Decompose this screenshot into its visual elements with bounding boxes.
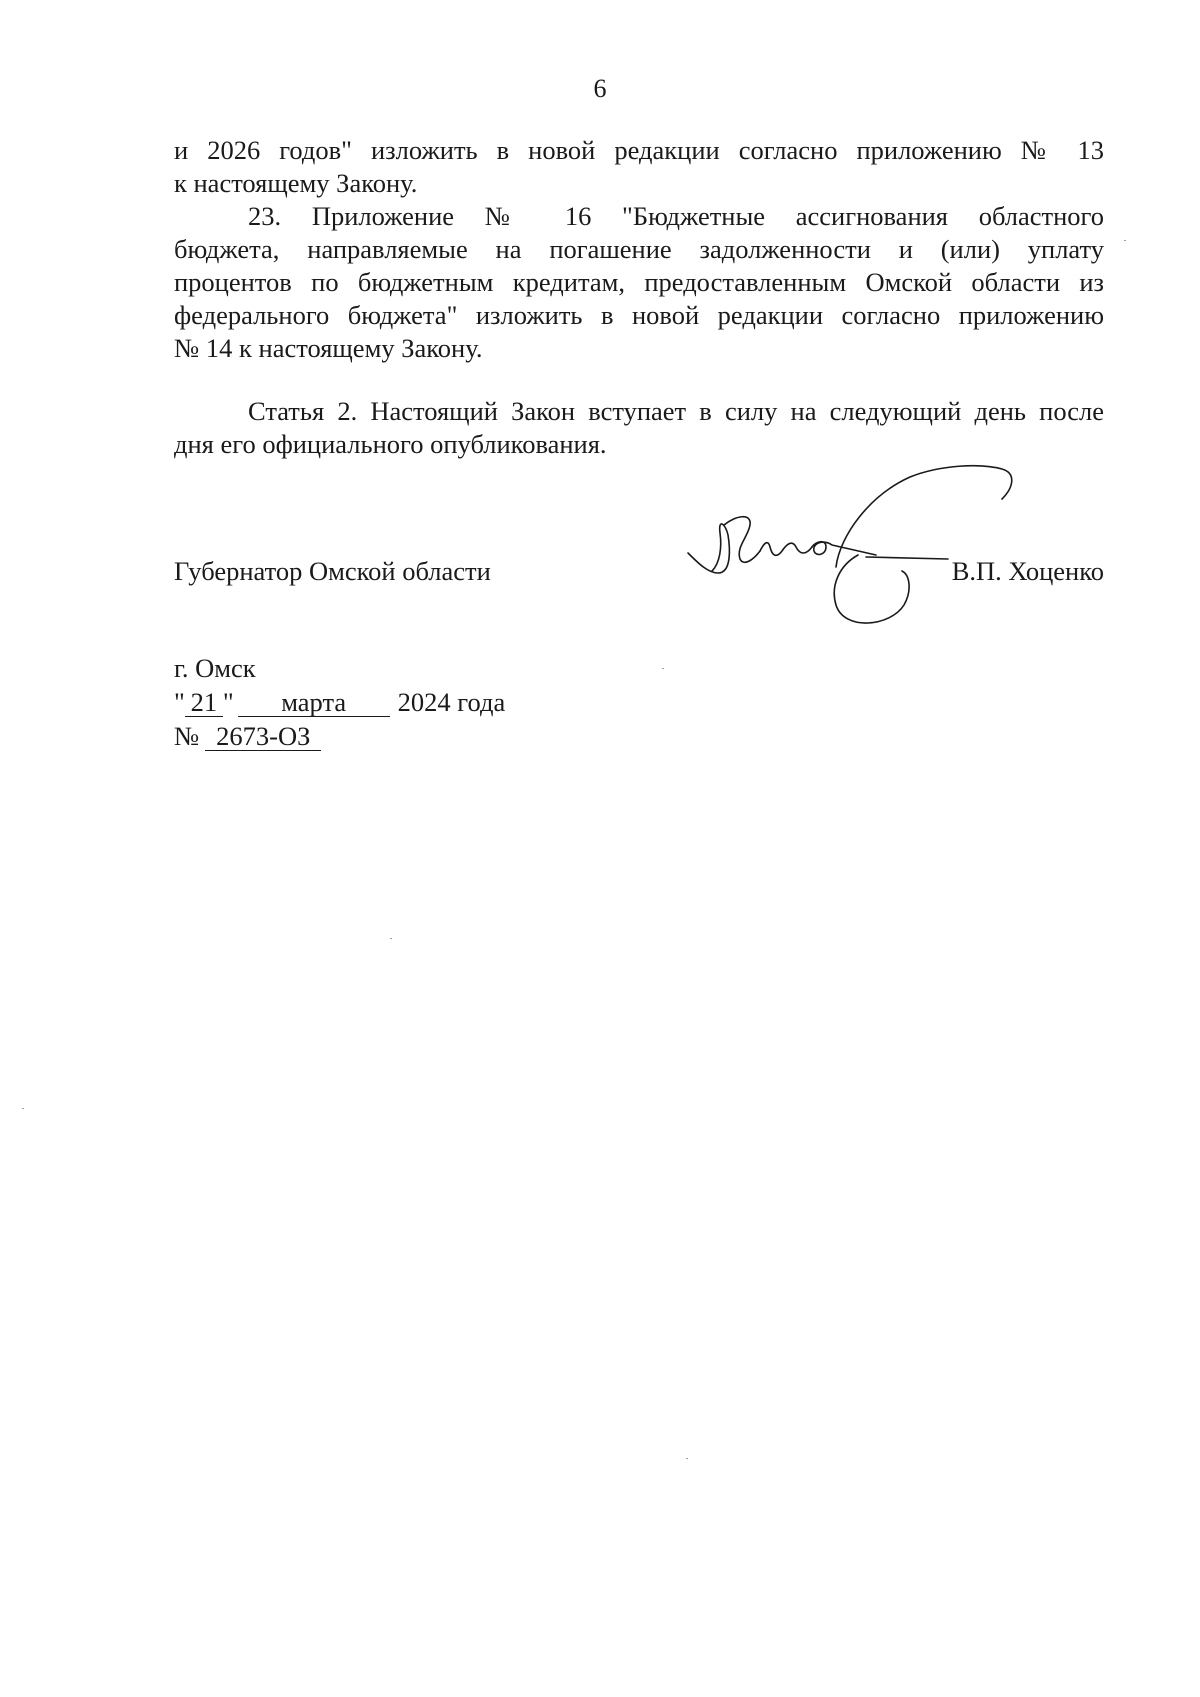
text-line: федерального бюджета" изложить в новой редакции согласно приложению [174,300,1104,330]
scan-speck [22,1108,24,1109]
text-line: и 2026 годов" изложить в новой редакции согласно приложению № 13 [174,135,1104,165]
governor-name: В.П. Хоценко [951,556,1104,586]
text-line: бюджета, направляемые на погашение задолженности и (или) уплату [174,234,1104,264]
governor-title: Губернатор Омской области [174,556,491,586]
scan-speck [390,938,392,939]
scan-speck [662,668,664,669]
scan-speck [1124,240,1126,241]
date-year: 2024 года [397,687,506,717]
text-line: дня его официального опубликования. [174,429,607,459]
scan-speck [686,1458,688,1459]
date-open-quote: " [174,687,185,717]
text-line: № 14 к настоящему Закону. [174,333,483,363]
date-close-quote: " [222,687,234,717]
text-line: 23. Приложение № 16 "Бюджетные ассигнования областного [248,201,1104,231]
handwritten-signature [680,455,1040,630]
date-day: 21 [185,688,223,717]
text-line: к настоящему Закону. [174,168,418,198]
document-number-line [174,720,321,753]
place-label: г. Омск [174,653,256,683]
document-number: 2673-ОЗ [205,722,321,751]
text-line: Статья 2. Настоящий Закон вступает в силу на следующий день после [248,396,1104,426]
date-line [174,686,505,719]
number-prefix: № [174,721,200,751]
text-line: процентов по бюджетным кредитам, предоставленным Омской области из [174,267,1104,297]
date-month: марта [238,688,390,717]
page-number: 6 [593,74,607,103]
